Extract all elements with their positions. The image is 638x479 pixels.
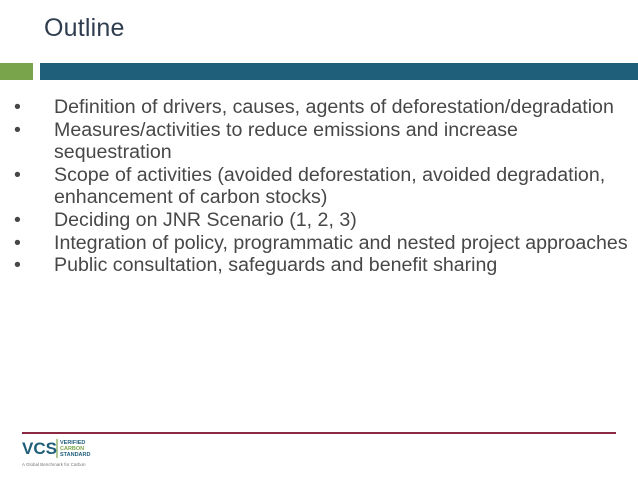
logo-line-3: STANDARD <box>60 452 91 458</box>
vcs-logo <box>22 436 142 472</box>
bullet-text: Public consultation, safeguards and benefit sharing <box>54 254 498 277</box>
logo-line-1: VERIFIED <box>60 440 86 446</box>
bullet-marker: • <box>14 231 21 254</box>
bullet-item <box>14 96 629 119</box>
bullet-marker: • <box>14 163 21 186</box>
bullet-item <box>14 232 629 255</box>
footer-divider <box>22 432 616 434</box>
header-band-green <box>0 63 33 80</box>
bullet-text: Measures/activities to reduce emissions and increase sequestration <box>54 118 518 164</box>
bullet-marker: • <box>14 254 21 277</box>
bullet-text: Scope of activities (avoided deforestation, avoided degradation, enhancement of carbon stocks) <box>54 163 606 209</box>
logo-mark: VCS <box>22 439 57 458</box>
bullet-text: Definition of drivers, causes, agents of deforestation/degradation <box>54 96 614 118</box>
bullet-marker: • <box>14 118 21 141</box>
bullet-item <box>14 209 629 232</box>
logo-line-2: CARBON <box>60 446 85 452</box>
bullet-list <box>14 96 629 277</box>
slide-title: Outline <box>44 14 125 42</box>
bullet-item <box>14 119 629 164</box>
bullet-text: Integration of policy, programmatic and nested project approaches <box>54 231 628 254</box>
bullet-marker: • <box>14 96 21 118</box>
bullet-item <box>14 164 629 209</box>
logo-tagline: A Global Benchmark for Carbon <box>22 462 86 467</box>
bullet-marker: • <box>14 208 21 231</box>
bullet-item <box>14 254 629 277</box>
header-band-blue <box>40 63 638 80</box>
bullet-text: Deciding on JNR Scenario (1, 2, 3) <box>54 208 357 231</box>
